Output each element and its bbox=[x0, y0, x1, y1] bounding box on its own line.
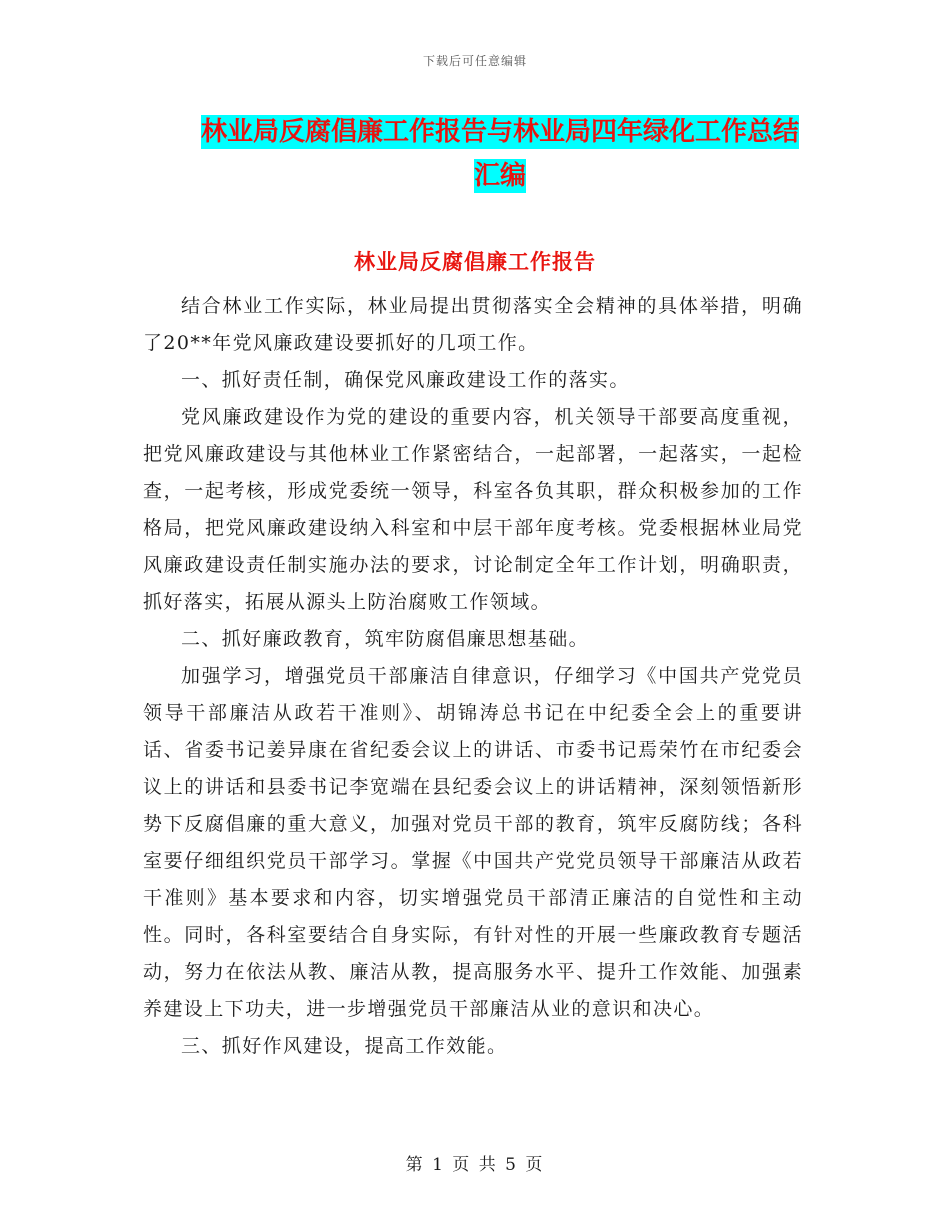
paragraph: 党风廉政建设作为党的建设的重要内容，机关领导干部要高度重视，把党风廉政建设与其他林业工作紧密结合，一起部署，一起落实，一起检查，一起考核，形成党委统一领导，科室各负其职，群众积极参加的工作格局，把党风廉政建设纳入科室和中层干部年度考核。党委根据林业局党风廉政建设责任制实施办法的要求，讨论制定全年工作计划，明确职责，抓好落实，拓展从源头上防治腐败工作领域。 bbox=[143, 406, 803, 613]
paragraph: 一、抓好责任制，确保党风廉政建设工作的落实。 bbox=[181, 369, 630, 391]
document-title-line2: 汇编 bbox=[473, 161, 526, 191]
header-note: 下载后可任意编辑 bbox=[422, 54, 527, 68]
body-text bbox=[143, 288, 803, 1065]
page-footer: 第 1 页 共 5 页 bbox=[405, 1155, 545, 1175]
paragraph: 三、抓好作风建设，提高工作效能。 bbox=[181, 1035, 508, 1057]
document-title bbox=[190, 110, 810, 198]
document-title-line1: 林业局反腐倡廉工作报告与林业局四年绿化工作总结 bbox=[200, 117, 799, 147]
paragraph: 二、抓好廉政教育，筑牢防腐倡廉思想基础。 bbox=[181, 628, 590, 650]
paragraph: 加强学习，增强党员干部廉洁自律意识，仔细学习《中国共产党党员领导干部廉洁从政若干准则》、胡锦涛总书记在中纪委全会上的重要讲话、省委书记姜异康在省纪委会议上的讲话、市委书记焉荣竹在市纪委会议上的讲话和县委书记李宽端在县纪委会议上的讲话精神，深刻领悟新形势下反腐倡廉的重大意义，加强对党员干部的教育，筑牢反腐防线；各科室要仔细组织党员干部学习。掌握《中国共产党党员领导干部廉洁从政若干准则》基本要求和内容，切实增强党员干部清正廉洁的自觉性和主动性。同时，各科室要结合自身实际，有针对性的开展一些廉政教育专题活动，努力在依法从教、廉洁从教，提高服务水平、提升工作效能、加强素养建设上下功夫，进一步增强党员干部廉洁从业的意识和决心。 bbox=[143, 665, 803, 1020]
paragraph: 结合林业工作实际，林业局提出贯彻落实全会精神的具体举措，明确了20**年党风廉政建设要抓好的几项工作。 bbox=[143, 295, 803, 354]
section-title: 林业局反腐倡廉工作报告 bbox=[354, 250, 596, 274]
